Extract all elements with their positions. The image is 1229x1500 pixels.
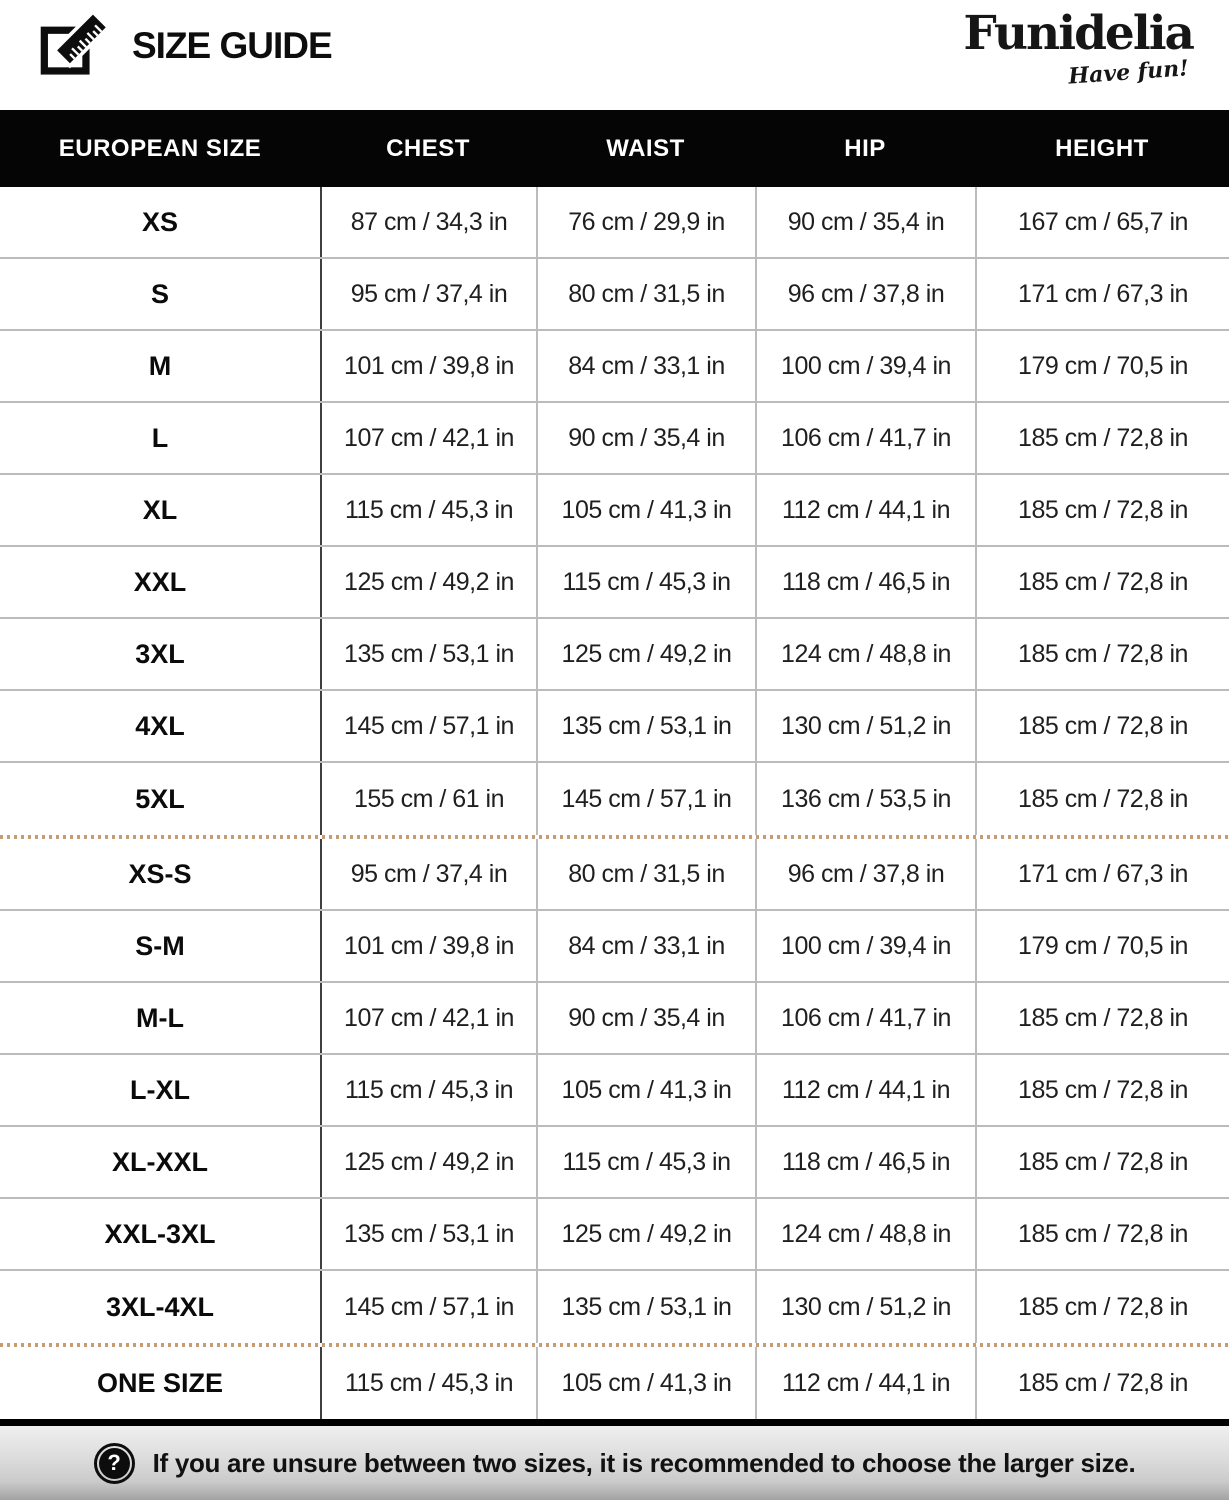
size-cell: 3XL-4XL (105, 1291, 215, 1322)
size-cell: 5XL (135, 783, 185, 814)
table-row-xs (0, 187, 1229, 259)
height-cell: 185 cm / 72,8 in (975, 1347, 1229, 1419)
waist-cell: 125 cm / 49,2 in (536, 1199, 755, 1269)
chest-cell: 95 cm / 37,4 in (320, 259, 536, 329)
size-cell: XS-S (128, 858, 192, 889)
waist-cell: 90 cm / 35,4 in (536, 403, 755, 473)
height-cell: 185 cm / 72,8 in (975, 1127, 1229, 1197)
height-cell: 185 cm / 72,8 in (975, 1199, 1229, 1269)
waist-cell: 84 cm / 33,1 in (536, 911, 755, 981)
waist-cell: 105 cm / 41,3 in (536, 1347, 755, 1419)
hip-cell: 100 cm / 39,4 in (755, 331, 975, 401)
hip-cell: 100 cm / 39,4 in (755, 911, 975, 981)
table-row-m (0, 331, 1229, 403)
hip-cell: 130 cm / 51,2 in (755, 1271, 975, 1343)
size-cell: 3XL (135, 638, 185, 669)
waist-cell: 135 cm / 53,1 in (536, 1271, 755, 1343)
size-cell: 4XL (135, 710, 185, 741)
size-cell: L-XL (130, 1074, 190, 1105)
hip-cell: 136 cm / 53,5 in (755, 763, 975, 835)
waist-cell: 90 cm / 35,4 in (536, 983, 755, 1053)
chest-cell: 125 cm / 49,2 in (320, 1127, 536, 1197)
hip-cell: 106 cm / 41,7 in (755, 403, 975, 473)
size-cell: XL-XXL (111, 1146, 208, 1177)
hip-cell: 90 cm / 35,4 in (755, 187, 975, 257)
page-header (0, 0, 1229, 110)
ruler-checkbox-icon (38, 4, 114, 80)
height-cell: 185 cm / 72,8 in (975, 1055, 1229, 1125)
chest-cell: 135 cm / 53,1 in (320, 619, 536, 689)
waist-cell: 76 cm / 29,9 in (536, 187, 755, 257)
waist-cell: 145 cm / 57,1 in (536, 763, 755, 835)
hip-cell: 124 cm / 48,8 in (755, 1199, 975, 1269)
waist-cell: 84 cm / 33,1 in (536, 331, 755, 401)
size-cell: M-L (136, 1002, 184, 1033)
hip-cell: 106 cm / 41,7 in (755, 983, 975, 1053)
hip-cell: 118 cm / 46,5 in (755, 1127, 975, 1197)
height-cell: 185 cm / 72,8 in (975, 475, 1229, 545)
height-cell: 171 cm / 67,3 in (975, 259, 1229, 329)
size-cell: XS (141, 206, 179, 237)
column-header-hip: HIP (844, 134, 886, 162)
table-row-one-size (0, 1347, 1229, 1419)
height-cell: 185 cm / 72,8 in (975, 403, 1229, 473)
brand-logo (963, 6, 1193, 90)
table-row-m-l (0, 983, 1229, 1055)
hip-cell: 96 cm / 37,8 in (755, 259, 975, 329)
chest-cell: 101 cm / 39,8 in (320, 331, 536, 401)
height-cell: 185 cm / 72,8 in (975, 547, 1229, 617)
table-row-l-xl (0, 1055, 1229, 1127)
height-cell: 179 cm / 70,5 in (975, 911, 1229, 981)
table-body (0, 187, 1229, 1419)
page-title: SIZE GUIDE (132, 25, 332, 66)
size-cell: XXL-3XL (104, 1218, 216, 1249)
chest-cell: 107 cm / 42,1 in (320, 403, 536, 473)
table-row-xs-s (0, 839, 1229, 911)
waist-cell: 125 cm / 49,2 in (536, 619, 755, 689)
table-row-xl (0, 475, 1229, 547)
chest-cell: 145 cm / 57,1 in (320, 691, 536, 761)
height-cell: 185 cm / 72,8 in (975, 619, 1229, 689)
column-header-european-size: EUROPEAN SIZE (58, 134, 262, 162)
size-cell: M (148, 350, 172, 381)
chest-cell: 107 cm / 42,1 in (320, 983, 536, 1053)
waist-cell: 80 cm / 31,5 in (536, 839, 755, 909)
size-cell: ONE SIZE (96, 1367, 224, 1398)
height-cell: 185 cm / 72,8 in (975, 763, 1229, 835)
hip-cell: 96 cm / 37,8 in (755, 839, 975, 909)
height-cell: 171 cm / 67,3 in (975, 839, 1229, 909)
question-mark-glyph: ? (99, 1448, 130, 1479)
question-mark-icon (94, 1443, 135, 1484)
hip-cell: 130 cm / 51,2 in (755, 691, 975, 761)
chest-cell: 95 cm / 37,4 in (320, 839, 536, 909)
size-cell: S-M (135, 930, 185, 961)
table-row-5xl (0, 763, 1229, 835)
brand-tagline: Have fun! (1067, 55, 1190, 90)
height-cell: 185 cm / 72,8 in (975, 1271, 1229, 1343)
chest-cell: 125 cm / 49,2 in (320, 547, 536, 617)
height-cell: 179 cm / 70,5 in (975, 331, 1229, 401)
table-row-xxl (0, 547, 1229, 619)
table-row-3xl-4xl (0, 1271, 1229, 1343)
table-row-3xl (0, 619, 1229, 691)
waist-cell: 115 cm / 45,3 in (536, 1127, 755, 1197)
chest-cell: 155 cm / 61 in (320, 763, 536, 835)
hip-cell: 112 cm / 44,1 in (755, 1055, 975, 1125)
table-header-row (0, 110, 1229, 187)
table-row-s-m (0, 911, 1229, 983)
size-cell: XL (142, 494, 178, 525)
column-header-waist: WAIST (606, 134, 685, 162)
chest-cell: 135 cm / 53,1 in (320, 1199, 536, 1269)
column-header-chest: CHEST (386, 134, 470, 162)
hip-cell: 112 cm / 44,1 in (755, 475, 975, 545)
waist-cell: 115 cm / 45,3 in (536, 547, 755, 617)
size-table (0, 110, 1229, 1419)
waist-cell: 105 cm / 41,3 in (536, 1055, 755, 1125)
size-cell: XXL (133, 566, 187, 597)
footer-note-text: If you are unsure between two sizes, it is recommended to choose the larger size. (152, 1447, 1136, 1478)
height-cell: 185 cm / 72,8 in (975, 691, 1229, 761)
brand-name: Funidelia (963, 6, 1193, 61)
hip-cell: 124 cm / 48,8 in (755, 619, 975, 689)
size-cell: S (150, 278, 169, 309)
chest-cell: 87 cm / 34,3 in (320, 187, 536, 257)
table-row-l (0, 403, 1229, 475)
table-row-s (0, 259, 1229, 331)
waist-cell: 80 cm / 31,5 in (536, 259, 755, 329)
chest-cell: 115 cm / 45,3 in (320, 1055, 536, 1125)
chest-cell: 115 cm / 45,3 in (320, 475, 536, 545)
height-cell: 185 cm / 72,8 in (975, 983, 1229, 1053)
size-cell: L (151, 422, 169, 453)
hip-cell: 112 cm / 44,1 in (755, 1347, 975, 1419)
table-row-xl-xxl (0, 1127, 1229, 1199)
table-row-4xl (0, 691, 1229, 763)
column-header-height: HEIGHT (1055, 134, 1149, 162)
waist-cell: 105 cm / 41,3 in (536, 475, 755, 545)
chest-cell: 115 cm / 45,3 in (320, 1347, 536, 1419)
footer-note-bar (0, 1419, 1229, 1500)
title-block (38, 4, 332, 80)
chest-cell: 101 cm / 39,8 in (320, 911, 536, 981)
table-row-xxl-3xl (0, 1199, 1229, 1271)
chest-cell: 145 cm / 57,1 in (320, 1271, 536, 1343)
hip-cell: 118 cm / 46,5 in (755, 547, 975, 617)
waist-cell: 135 cm / 53,1 in (536, 691, 755, 761)
height-cell: 167 cm / 65,7 in (975, 187, 1229, 257)
